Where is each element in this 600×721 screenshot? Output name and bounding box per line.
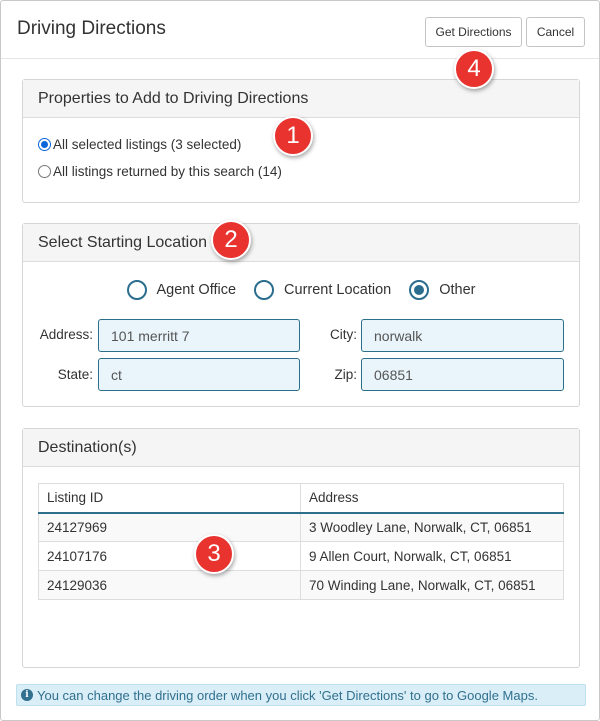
address-label: Address: [39, 327, 93, 342]
city-input[interactable] [361, 319, 564, 352]
callout-badge-4: 4 [454, 49, 494, 89]
listing-id-cell: 24129036 [39, 571, 301, 600]
address-cell: 3 Woodley Lane, Norwalk, CT, 06851 [301, 513, 564, 542]
starting-location-heading: Select Starting Location [23, 224, 579, 262]
zip-label: Zip: [334, 367, 357, 382]
info-note [16, 684, 586, 706]
destinations-table [38, 483, 564, 600]
radio-all-listings-search[interactable] [38, 164, 282, 179]
info-icon: i [21, 689, 33, 701]
address-cell: 9 Allen Court, Norwalk, CT, 06851 [301, 542, 564, 571]
info-note-text: You can change the driving order when you click 'Get Directions' to go to Google Maps. [37, 687, 538, 703]
destinations-panel [22, 428, 580, 668]
column-header-listing-id: Listing ID [39, 484, 301, 513]
radio-checked-icon[interactable] [38, 138, 51, 151]
option-other[interactable] [409, 280, 475, 300]
city-label: City: [330, 327, 357, 342]
radio-all-listings-label: All listings returned by this search (14) [53, 164, 282, 179]
option-agent-office-label: Agent Office [156, 282, 237, 298]
properties-panel-heading: Properties to Add to Driving Directions [23, 80, 579, 118]
address-cell: 70 Winding Lane, Norwalk, CT, 06851 [301, 571, 564, 600]
starting-location-panel [22, 223, 580, 407]
address-input[interactable] [98, 319, 300, 352]
callout-badge-2: 2 [211, 220, 251, 260]
radio-all-selected-listings[interactable] [38, 137, 241, 152]
callout-badge-1: 1 [273, 116, 313, 156]
column-header-address: Address [301, 484, 564, 513]
radio-unchecked-icon[interactable] [254, 280, 274, 300]
get-directions-button[interactable]: Get Directions [425, 17, 522, 47]
destinations-heading: Destination(s) [23, 429, 579, 467]
table-row[interactable] [39, 513, 564, 542]
state-label: State: [57, 367, 93, 382]
option-current-location-label: Current Location [284, 282, 392, 298]
listing-id-cell: 24107176 [39, 542, 301, 571]
dialog-title: Driving Directions [17, 18, 166, 39]
listing-id-cell: 24127969 [39, 513, 301, 542]
option-current-location[interactable] [254, 280, 391, 300]
option-other-label: Other [439, 282, 476, 298]
option-agent-office[interactable] [127, 280, 237, 300]
table-row[interactable] [39, 542, 564, 571]
table-row[interactable] [39, 571, 564, 600]
radio-all-selected-label: All selected listings (3 selected) [53, 137, 242, 152]
state-input[interactable] [98, 358, 300, 391]
radio-unchecked-icon[interactable] [127, 280, 147, 300]
table-header-row [39, 484, 564, 513]
callout-badge-3: 3 [194, 534, 234, 574]
radio-checked-icon[interactable] [409, 280, 429, 300]
dialog-header [1, 1, 599, 59]
starting-location-options [23, 280, 579, 300]
radio-unchecked-icon[interactable] [38, 165, 51, 178]
zip-input[interactable] [361, 358, 564, 391]
cancel-button[interactable]: Cancel [526, 17, 585, 47]
